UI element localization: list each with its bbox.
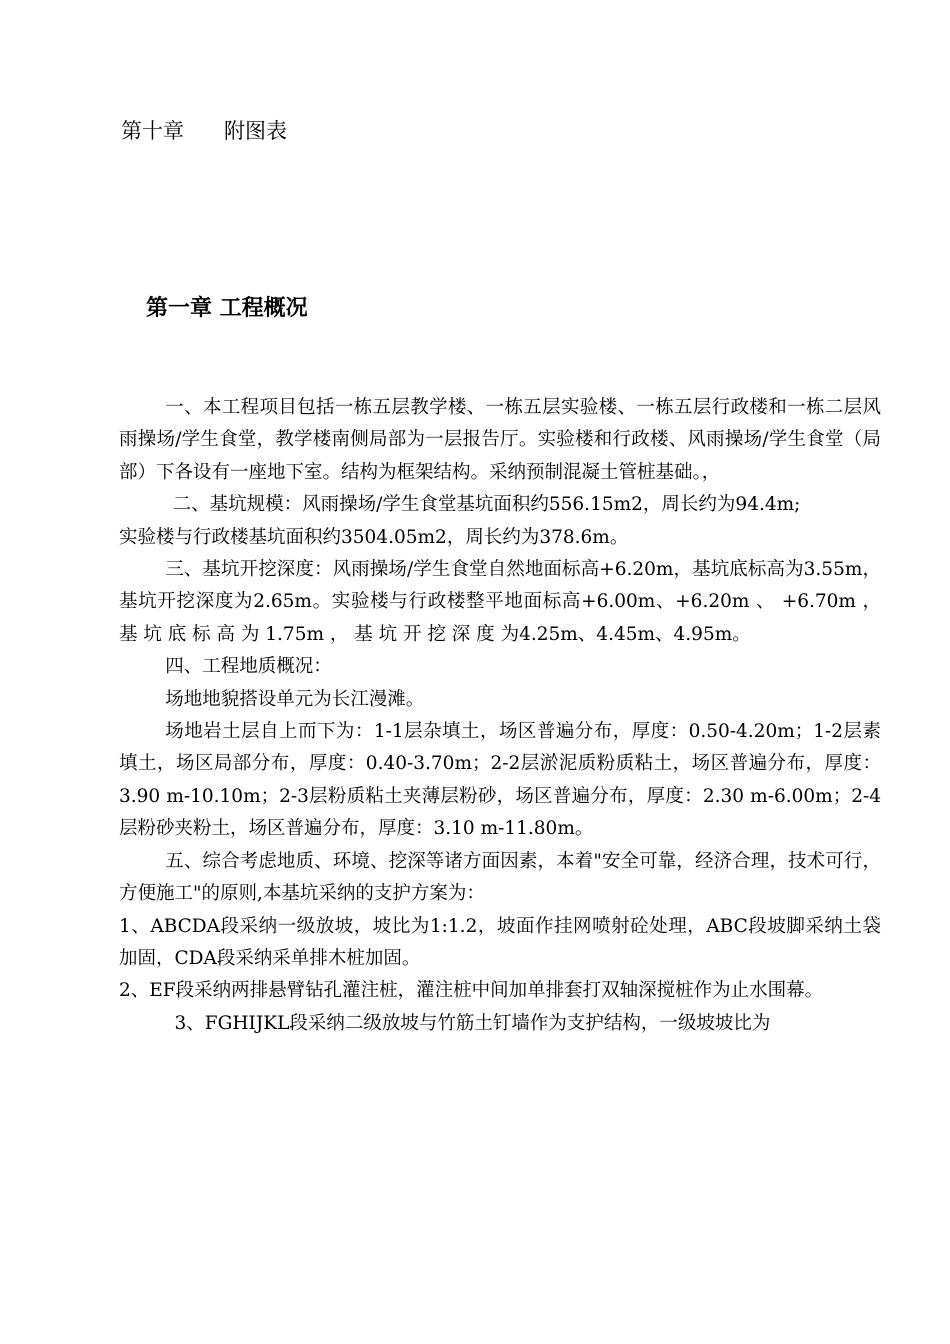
paragraph-scheme-item-2: 2、EF段采纳两排悬臂钻孔灌注桩，灌注桩中间加单排套打双轴深搅桩作为止水围幕。 xyxy=(119,980,824,1002)
paragraph-landform: 场地地貌搭设单元为长江漫滩。 xyxy=(165,688,425,710)
paragraph-pit-scale-2: 实验楼与行政楼基坑面积约3504.05m2，周长约为378.6m。 xyxy=(119,526,629,548)
paragraph-pit-scale-1: 二、基坑规模：风雨操场/学生食堂基坑面积约556.15m2，周长约为94.4m; xyxy=(172,494,801,516)
paragraph-support-scheme: 五、综合考虑地质、环境、挖深等诸方面因素，本着"安全可靠，经济合理，技术可行，方便施工"的原则,本基坑采纳的支护方案为： xyxy=(119,850,881,905)
toc-chapter-title: 附图表 xyxy=(224,119,287,143)
toc-chapter-number: 第十章 xyxy=(121,119,184,143)
toc-entry xyxy=(121,116,287,146)
paragraph-scheme-item-1: 1、ABCDA段采纳一级放坡，坡比为1:1.2，坡面作挂网喷射砼处理，ABC段坡脚采纳土袋加固，CDA段采纳采单排木桩加固。 xyxy=(119,915,881,969)
paragraph-scheme-item-3: 3、FGHIJKL段采纳二级放坡与竹筋土钉墙作为支护结构，一级坡坡比为 xyxy=(174,1012,771,1034)
paragraph-geology-heading: 四、工程地质概况： xyxy=(165,656,332,678)
paragraph-project-scope: 一、本工程项目包括一栋五层教学楼、一栋五层实验楼、一栋五层行政楼和一栋二层风雨操场/学生食堂，教学楼南侧局部为一层报告厅。实验楼和行政楼、风雨操场/学生食堂（局部）下各设有一座地下室。结构为框架结构。采纳预制混凝土管桩基础。， xyxy=(119,397,881,483)
paragraph-soil-layers: 场地岩土层自上而下为：1-1层杂填土，场区普遍分布，厚度：0.50-4.20m；1-2层素填土，场区局部分布，厚度：0.40-3.70m；2-2层淤泥质粉质粘土，场区普遍分布，厚度：3.90 m-10.10m；2-3层粉质粘土夹薄层粉砂，场区普遍分布，厚度：2.30 m-6.00m；2-4层粉砂夹粉土，场区普遍分布，厚度：3.10 m-11.80m。 xyxy=(119,721,881,840)
chapter-heading: 第一章 工程概况 xyxy=(146,295,308,321)
paragraph-excavation-depth: 三、基坑开挖深度：风雨操场/学生食堂自然地面标高+6.20m，基坑底标高为3.55m，基坑开挖深度为2.65m。实验楼与行政楼整平地面标高+6.00m、+6.20m 、 +6.70m ， 基 坑 底 标 高 为 1.75m ， 基 坑 开 挖 深 度 为4.25m、4.45m、4.95m。 xyxy=(119,559,881,645)
body-text xyxy=(119,392,881,1040)
